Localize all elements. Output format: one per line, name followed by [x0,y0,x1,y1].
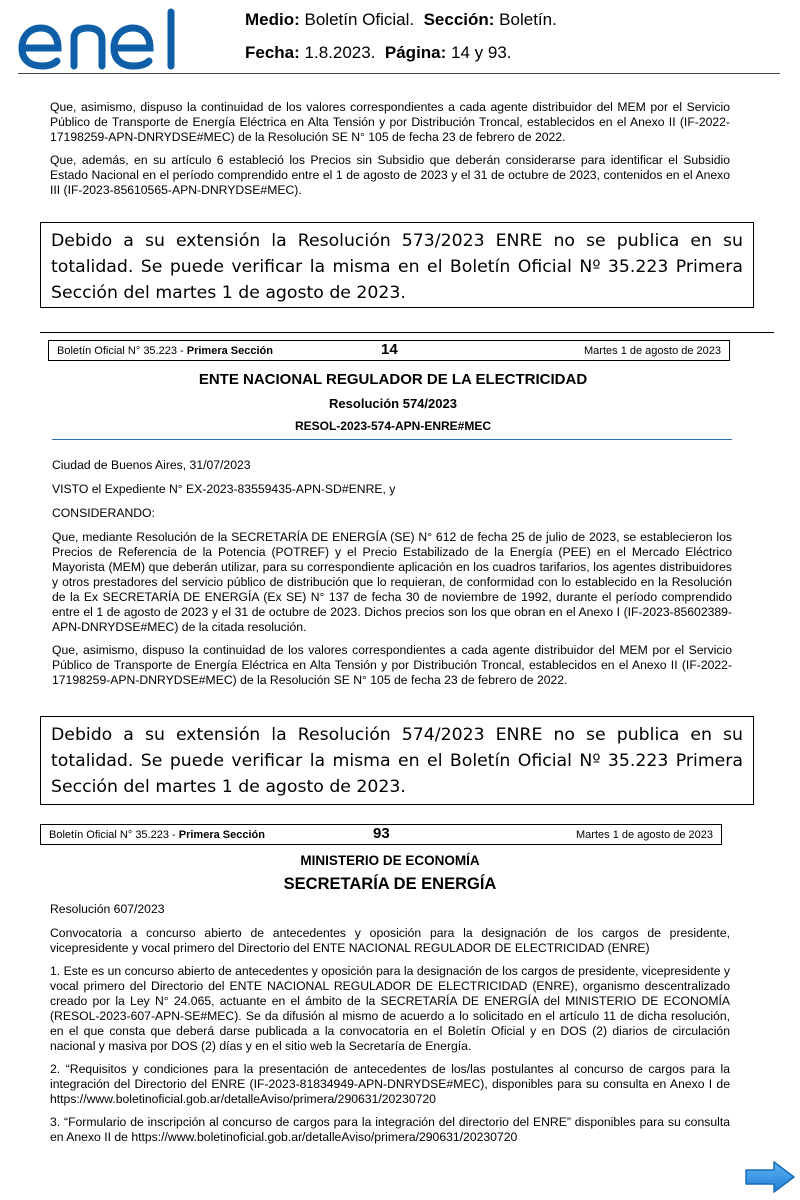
top-excerpt [50,100,730,198]
band-section: Primera Sección [178,829,265,841]
band-section: Primera Sección [186,345,273,357]
convocatoria-intro: Convocatoria a concurso abierto de antecedentes y oposición para la designación de los cargos de presidente, vicepresidente y vocal primero del Directorio del ENTE NACIONAL REGULADOR DE ELECTRICIDAD (ENRE) [50,926,730,955]
fecha-value: 1.8.2023. [304,43,376,62]
medio-label: Medio: [245,10,300,29]
resolution-574-code: RESOL-2023-574-APN-ENRE#MEC [294,419,492,433]
entity-title: ENTE NACIONAL REGULADOR DE LA ELECTRICIDAD [198,371,588,388]
resolution-607-title: Resolución 607/2023 [50,902,165,916]
enel-logo [16,4,186,74]
resolution-574-body [52,458,732,688]
bulletin-header-band-93 [40,824,722,845]
item-1: 1. Este es un concurso abierto de antecedentes y oposición para la designación de los cargos de presidente, vicepresidente y vocal primero del Directorio del ENTE NACIONAL REGULADOR DE ELECTRICIDAD (ENRE), organismo descentralizado creado por la Ley N° 24.065, actuante en el ámbito de la SECRETARÍA DE ENERGÍA del MINISTERIO DE ECONOMÍA (RESOL-2023-607-APN-SE#MEC). Se da difusión al mismo de acuerdo a lo solicitado en el artículo 11 de dicha resolución, en el que consta que deberá darse publicada a la convocatoria en el Boletín Oficial y en DOS (2) diarios de circulación nacional y masiva por DOS (2) días y en el sitio web la Secretaría de Energía. [50,964,730,1053]
considerando-label: CONSIDERANDO: [52,506,155,520]
header-line-2 [245,43,512,63]
band-date: Martes 1 de agosto de 2023 [584,345,721,357]
band-edition: Boletín Oficial N° 35.223 - [49,829,179,841]
item-3: 3. “Formulario de inscripción al concurso de cargos para la integración del directorio del ENRE” disponibles para su consulta en Anexo II de https://www.boletinoficial.gob.ar/detalleAviso/primera/290631/20230720 [50,1115,730,1144]
top-paragraph-2: Que, además, en su artículo 6 estableció los Precios sin Subsidio que deberán considerarse para identificar el Subsidio Estado Nacional en el período comprendido entre el 1 de agosto de 2023 y el 31 de octubre de 2023, contenidos en el Anexo III (IF-2023-85610565-APN-DNRYDSE#MEC). [50,153,730,197]
resolution-607-body [50,902,730,1145]
seccion-label: Sección: [423,10,495,29]
secretariat-title: SECRETARÍA DE ENERGÍA [283,875,497,893]
arrow-right-icon[interactable] [744,1160,796,1194]
place-date: Ciudad de Buenos Aires, 31/07/2023 [52,458,251,472]
ministry-title: MINISTERIO DE ECONOMÍA [300,853,480,868]
band-edition: Boletín Oficial N° 35.223 - [57,345,187,357]
section-divider [40,332,774,333]
pagina-value: 14 y 93. [451,43,512,62]
fecha-label: Fecha: [245,43,300,62]
seccion-value: Boletín. [499,10,557,29]
notice-box-574 [40,716,754,805]
header-line-1 [245,10,557,30]
resolution-574-title: Resolución 574/2023 [329,396,457,411]
visto-line: VISTO el Expediente N° EX-2023-83559435-APN-SD#ENRE, y [52,482,396,496]
blue-rule [52,439,732,440]
notice-text-573: Debido a su extensión la Resolución 573/2023 ENRE no se publica en su totalidad. Se puede verificar la misma en el Boletín Oficial Nº 35.223 Primera Sección del martes 1 de agosto de 2023. [51,231,743,303]
considerando-paragraph-2: Que, asimismo, dispuso la continuidad de los valores correspondientes a cada agente distribuidor del MEM por el Servicio Público de Transporte de Energía Eléctrica en Alta Tensión y por Distribución Troncal, establecidos en el Anexo II (IF-2022-17198259-APN-DNRYDSE#MEC) de la Resolución SE N° 105 de fecha 23 de febrero de 2022. [52,643,732,687]
band-left [57,345,273,357]
band-page-number: 93 [373,825,390,842]
medio-value: Boletín Oficial. [304,10,415,29]
top-paragraph-1: Que, asimismo, dispuso la continuidad de los valores correspondientes a cada agente distribuidor del MEM por el Servicio Público de Transporte de Energía Eléctrica en Alta Tensión y por Distribución Troncal, establecidos en el Anexo II (IF-2022-17198259-APN-DNRYDSE#MEC) de la Resolución SE N° 105 de fecha 23 de febrero de 2022. [50,100,730,144]
band-page-number: 14 [381,341,398,358]
bulletin-header-band-14 [48,340,730,361]
pagina-label: Página: [384,43,447,62]
item-2: 2. “Requisitos y condiciones para la presentación de antecedentes de los/las postulantes al concurso de cargos para la integración del Directorio del ENRE (IF-2023-81834949-APN-DNRYDSE#MEC), disponibles para su consulta en Anexo I de https://www.boletinoficial.gob.ar/detalleAviso/primera/290631/20230720 [50,1062,730,1106]
band-left [49,829,265,841]
notice-text-574: Debido a su extensión la Resolución 574/2023 ENRE no se publica en su totalidad. Se puede verificar la misma en el Boletín Oficial Nº 35.223 Primera Sección del martes 1 de agosto de 2023. [51,725,743,797]
band-date: Martes 1 de agosto de 2023 [576,829,713,841]
notice-box-573 [40,222,754,308]
considerando-paragraph-1: Que, mediante Resolución de la SECRETARÍA DE ENERGÍA (SE) N° 612 de fecha 25 de julio de 2023, se establecieron los Precios de Referencia de la Potencia (POTREF) y el Precio Estabilizado de la Energía (PEE) en el Mercado Eléctrico Mayorista (MEM) que deberán utilizar, para su correspondiente aplicación en los cuadros tarifarios, los agentes distribuidores y otros prestadores del servicio público de distribución que lo requieran, de conformidad con lo establecido en la Resolución de la Ex SECRETARÍA DE ENERGÍA (Ex SE) N° 137 de fecha 30 de noviembre de 1992, durante el período comprendido entre el 1 de agosto de 2023 y el 31 de octubre de 2023. Dichos precios son los que obran en el Anexo I (IF-2023-85602389-APN-DNRYDSE#MEC) de la citada resolución. [52,530,732,634]
header-divider [18,73,780,74]
